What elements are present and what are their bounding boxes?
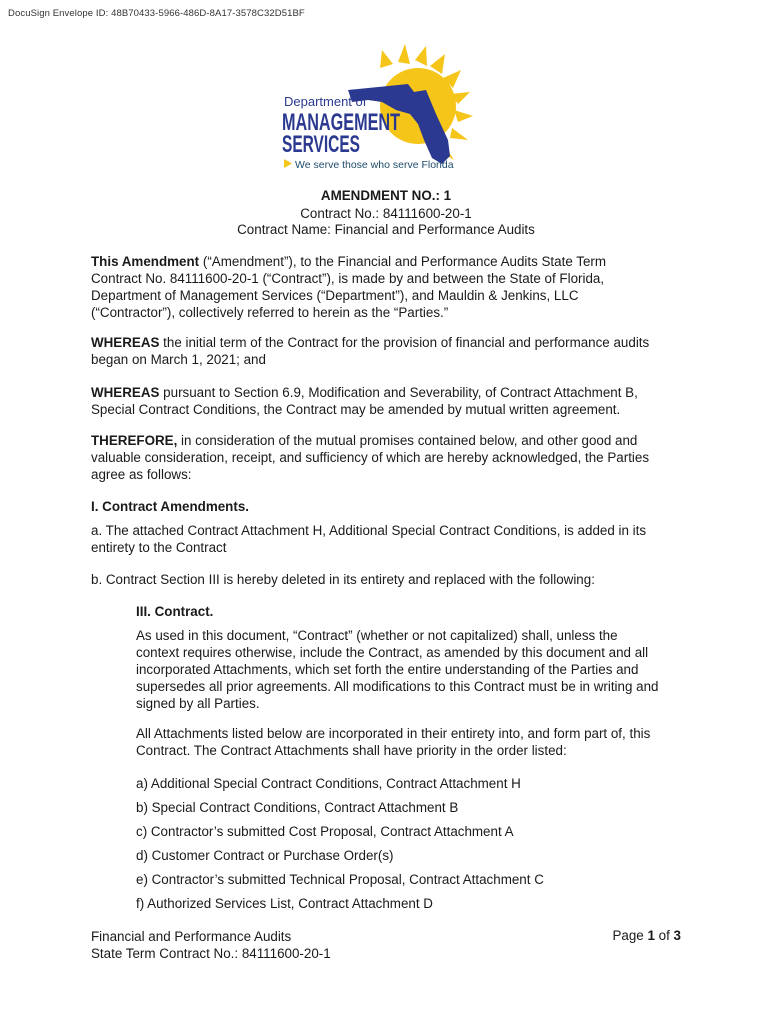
whereas2-line1: pursuant to Section 6.9, Modification and Severability, of Contract Attachment B,: [159, 385, 638, 400]
footer-line2: State Term Contract No.: 84111600-20-1: [91, 946, 331, 961]
intro-line4: (“Contractor”), collectively referred to herein as the “Parties.”: [91, 305, 449, 320]
dms-logo-graphic: [278, 44, 500, 176]
page-of: of: [654, 928, 674, 943]
therefore-line2: valuable consideration, receipt, and sufficiency of which are hereby acknowledged, the Parties: [91, 450, 650, 465]
logo-line2: MANAGEMENT: [282, 109, 401, 136]
page-total: 3: [673, 928, 681, 943]
attachment-list-item: c) Contractor’s submitted Cost Proposal, Contract Attachment A: [136, 824, 514, 839]
contract-number: Contract No.: 84111600-20-1: [300, 206, 472, 221]
therefore-paragraph: [91, 432, 681, 483]
therefore-lead: THEREFORE,: [91, 433, 178, 448]
attachment-list-item: a) Additional Special Contract Conditions, Contract Attachment H: [136, 776, 521, 791]
whereas1-lead: WHEREAS: [91, 335, 160, 350]
dms-logo: [278, 44, 500, 176]
page-current: 1: [647, 928, 655, 943]
item-a-line1: a. The attached Contract Attachment H, Additional Special Contract Conditions, is added in its: [91, 523, 647, 538]
arrow-icon: [284, 159, 292, 168]
section-1-item-b: b. Contract Section III is hereby deleted in its entirety and replaced with the following:: [91, 572, 595, 587]
logo-tagline: We serve those who serve Florida: [295, 159, 454, 171]
intro-line3: Department of Management Services (“Department”), and Mauldin & Jenkins, LLC: [91, 288, 579, 303]
s3p2-line: All Attachments listed below are incorporated in their entirety into, and form part of, this: [136, 726, 651, 741]
intro-paragraph: [91, 253, 681, 321]
s3p1-line: context requires otherwise, include the Contract, as amended by this document and all: [136, 645, 649, 660]
attachment-list-item: d) Customer Contract or Purchase Order(s): [136, 848, 394, 863]
therefore-line3: agree as follows:: [91, 467, 192, 482]
whereas-paragraph-1: [91, 334, 681, 368]
whereas1-line1: the initial term of the Contract for the provision of financial and performance audits: [159, 335, 650, 350]
whereas2-lead: WHEREAS: [91, 385, 160, 400]
section-1-item-a: [91, 522, 681, 556]
page-number: [560, 928, 681, 943]
footer-line1: Financial and Performance Audits: [91, 929, 292, 944]
footer-contract-info: [91, 928, 331, 962]
page-prefix: Page: [612, 928, 648, 943]
section-1-heading: I. Contract Amendments.: [91, 499, 249, 514]
s3p2-line: Contract. The Contract Attachments shall have priority in the order listed:: [136, 743, 567, 758]
s3p1-line: incorporated Attachments, which set forth the entire understanding of the Parties and: [136, 662, 639, 677]
amendment-number: AMENDMENT NO.: 1: [320, 188, 452, 203]
intro-line1: (“Amendment”), to the Financial and Performance Audits State Term: [199, 254, 607, 269]
whereas1-line2: began on March 1, 2021; and: [91, 352, 266, 367]
attachment-list-item: f) Authorized Services List, Contract Attachment D: [136, 896, 433, 911]
therefore-line1: in consideration of the mutual promises contained below, and other good and: [177, 433, 638, 448]
s3p1-line: signed by all Parties.: [136, 696, 260, 711]
whereas2-line2: Special Contract Conditions, the Contract may be amended by mutual written agreement.: [91, 402, 621, 417]
intro-line2: Contract No. 84111600-20-1 (“Contract”), is made by and between the State of Florida,: [91, 271, 605, 286]
section-3-paragraph-1: [136, 627, 681, 712]
logo-line3: SERVICES: [282, 131, 360, 158]
logo-line1: Department of: [284, 94, 367, 109]
intro-lead: This Amendment: [91, 254, 200, 269]
contract-name: Contract Name: Financial and Performance Audits: [237, 222, 535, 237]
item-a-line2: entirety to the Contract: [91, 540, 227, 555]
attachment-list-item: e) Contractor’s submitted Technical Proposal, Contract Attachment C: [136, 872, 544, 887]
s3p1-line: As used in this document, “Contract” (whether or not capitalized) shall, unless the: [136, 628, 618, 643]
s3p1-line: supersedes all prior agreements. All modifications to this Contract must be in writing and: [136, 679, 659, 694]
whereas-paragraph-2: [91, 384, 681, 418]
docusign-envelope-id: DocuSign Envelope ID: 48B70433-5966-486D-8A17-3578C32D51BF: [8, 8, 305, 19]
attachment-list-item: b) Special Contract Conditions, Contract Attachment B: [136, 800, 459, 815]
section-3-heading: III. Contract.: [136, 604, 214, 619]
section-3-paragraph-2: [136, 725, 681, 759]
